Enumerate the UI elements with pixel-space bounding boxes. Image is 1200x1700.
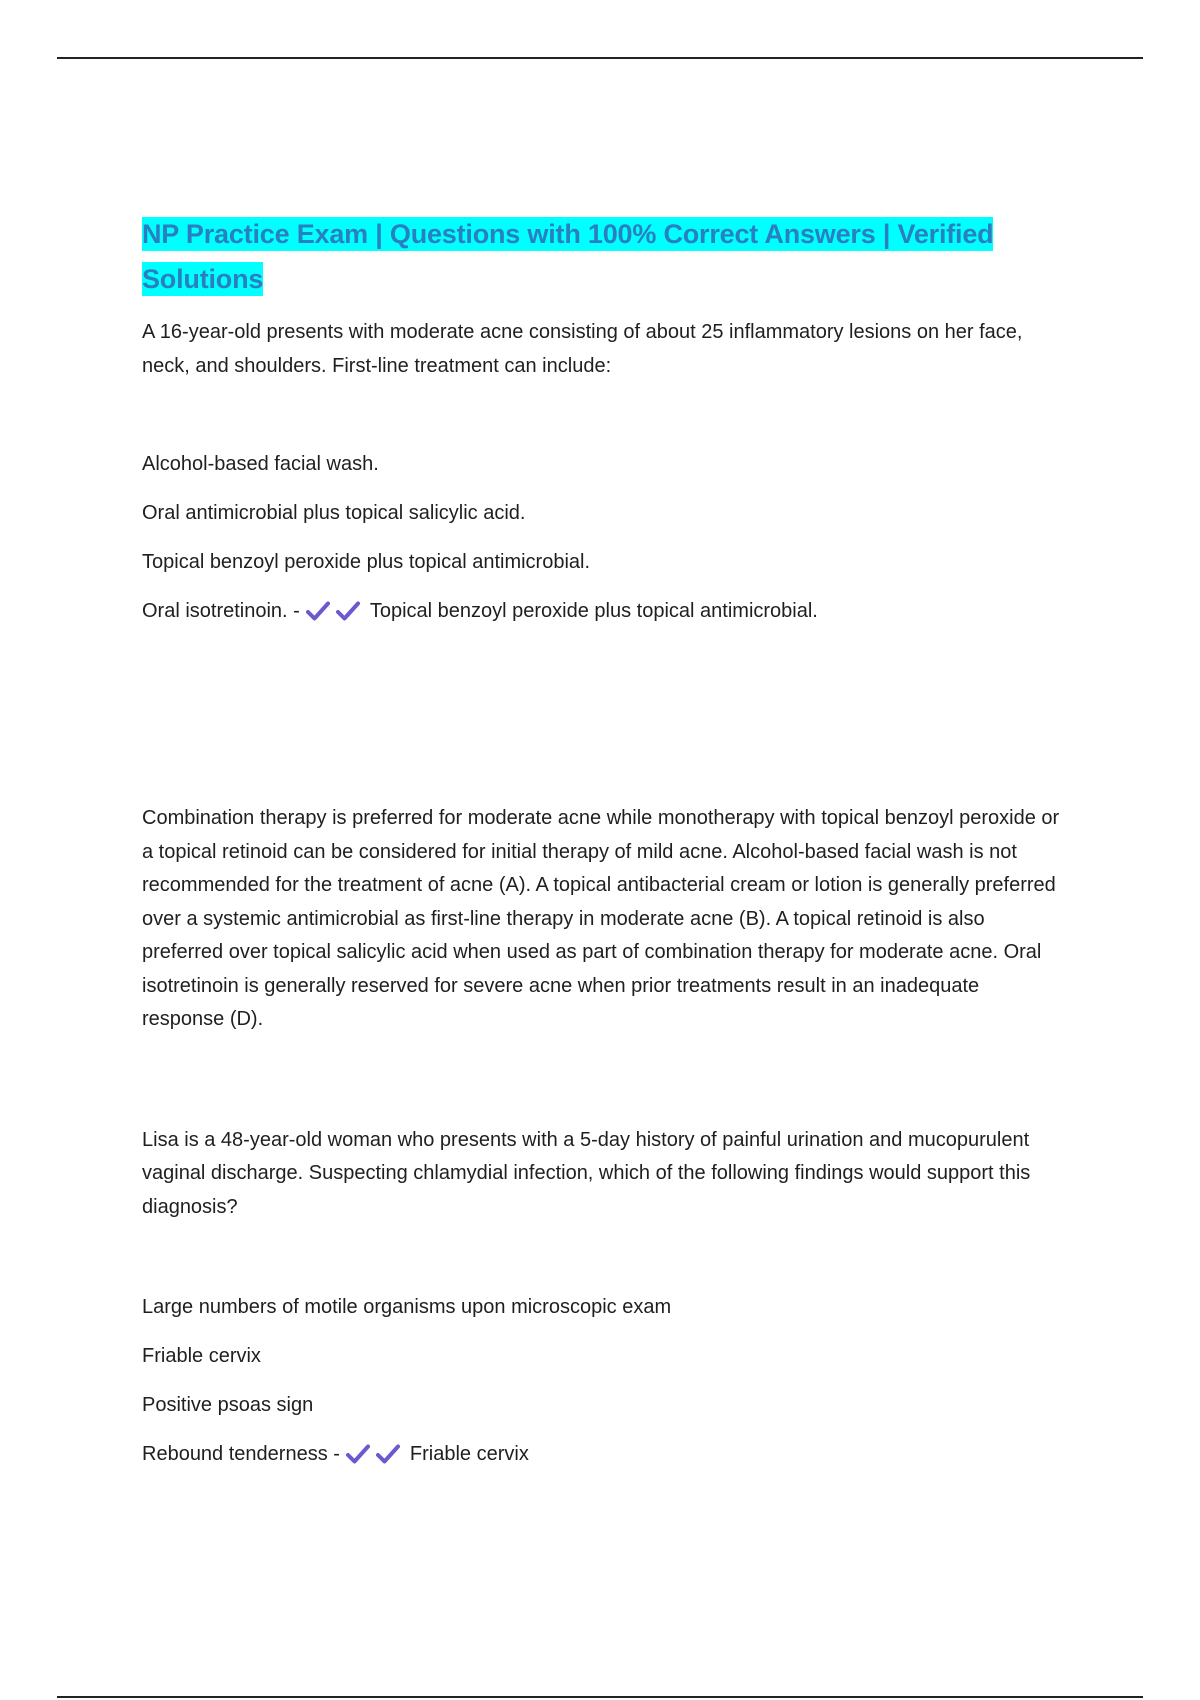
correct-answer: Topical benzoyl peroxide plus topical antimicrobial. <box>369 600 818 622</box>
check-icon <box>336 600 360 622</box>
check-icon <box>346 1443 370 1465</box>
option-d: Rebound tenderness - <box>142 1443 340 1465</box>
correct-answer: Friable cervix <box>409 1443 529 1465</box>
option-a: Alcohol-based facial wash. <box>142 453 379 475</box>
question-text: Lisa is a 48-year-old woman who presents with a 5-day history of painful urination and mucopurulent vaginal discharge. Suspecting chlamydial infection, which of the following findings would support this diagnosis? <box>142 1128 1031 1218</box>
check-icon <box>306 600 330 622</box>
document-title <box>142 212 1062 302</box>
option-b: Friable cervix <box>142 1345 261 1367</box>
option-c: Topical benzoyl peroxide plus topical antimicrobial. <box>142 551 591 573</box>
check-icon <box>376 1443 400 1465</box>
answer-explanation: Combination therapy is preferred for moderate acne while monotherapy with topical benzoyl peroxide or a topical retinoid can be considered for initial therapy of mild acne. Alcohol-based facial wash is not recommended for the treatment of acne (A). A topical antibacterial cream or lotion is generally preferred over a systemic antimicrobial as first-line therapy in moderate acne (B). A topical retinoid is also preferred over topical salicylic acid when used as part of combination therapy for moderate acne. Oral isotretinoin is generally reserved for severe acne when prior treatments result in an inadequate response (D). <box>142 807 1060 1030</box>
document-body <box>142 212 1062 1469</box>
document-title-text: NP Practice Exam | Questions with 100% Correct Answers | Verified Solutions <box>142 219 994 294</box>
option-d-with-answer <box>142 596 1062 626</box>
header-rule <box>57 57 1143 59</box>
question-block-2 <box>142 1124 1062 1470</box>
answer-checkmarks <box>306 600 366 622</box>
option-c: Positive psoas sign <box>142 1394 314 1416</box>
option-a: Large numbers of motile organisms upon microscopic exam <box>142 1296 672 1318</box>
option-d-with-answer <box>142 1439 1062 1469</box>
question-text: A 16-year-old presents with moderate acne consisting of about 25 inflammatory lesions on her face, neck, and shoulders. First-line treatment can include: <box>142 321 1023 377</box>
answer-checkmarks <box>346 1443 406 1465</box>
footer-rule <box>57 1696 1143 1698</box>
question-block-1 <box>142 316 1062 1037</box>
option-b: Oral antimicrobial plus topical salicylic acid. <box>142 502 526 524</box>
option-d: Oral isotretinoin. - <box>142 600 300 622</box>
